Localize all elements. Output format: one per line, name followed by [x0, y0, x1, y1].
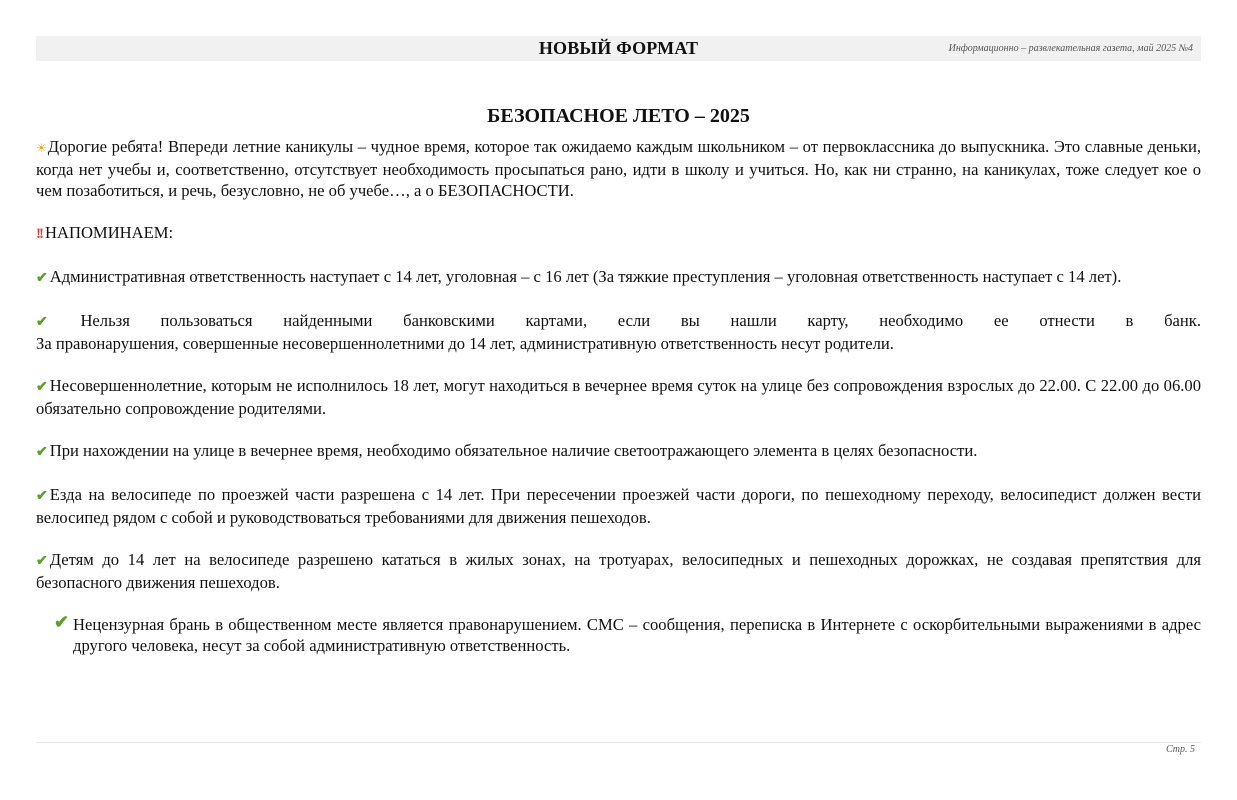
- newspaper-subtitle: Информационно – развлекательная газета, май 2025 №4: [948, 43, 1193, 54]
- list-item-continuation: [36, 333, 1201, 354]
- list-item: [36, 440, 1201, 463]
- list-item: [36, 375, 1201, 419]
- check-mark-icon: ✔: [36, 445, 48, 460]
- list-item-text: За правонарушения, совершенные несовершеннолетними до 14 лет, административную ответственность несут родители.: [36, 334, 894, 353]
- check-mark-icon: ✔: [36, 380, 48, 395]
- reminder-heading: [36, 222, 1201, 245]
- list-item-text: Детям до 14 лет на велосипеде разрешено кататься в жилых зонах, на тротуарах, велосипедных и пешеходных дорожках, не создавая препятствия для безопасного движения пешеходов.: [36, 550, 1201, 592]
- check-mark-icon: ✔: [36, 271, 48, 286]
- newspaper-title: НОВЫЙ ФОРМАТ: [538, 38, 699, 58]
- list-item: [36, 266, 1201, 289]
- article: [36, 104, 1201, 656]
- check-mark-icon: ✔: [36, 315, 48, 330]
- article-title: БЕЗОПАСНОЕ ЛЕТО – 2025: [487, 105, 750, 127]
- check-mark-icon: ✔: [36, 554, 48, 569]
- reminder-text: НАПОМИНАЕМ:: [45, 223, 174, 242]
- article-intro: [36, 136, 1201, 201]
- list-item: [36, 310, 1201, 333]
- check-mark-icon: ✔: [54, 612, 70, 632]
- list-item: [36, 549, 1201, 593]
- sun-icon: ☀: [36, 141, 47, 155]
- newspaper-header: [36, 36, 1201, 61]
- list-item: [36, 484, 1201, 528]
- list-item-text: Нельзя пользоваться найденными банковскими картами, если вы нашли карту, необходимо ее отнести в банк.: [80, 311, 1201, 330]
- list-item-text: Несовершеннолетние, которым не исполнилось 18 лет, могут находиться в вечернее время суток на улице без сопровождения взрослых до 22.00. С 22.00 до 06.00 обязательно сопровождение родителями.: [36, 376, 1201, 418]
- double-exclamation-icon: !!: [36, 226, 42, 242]
- list-item: [36, 614, 1201, 656]
- list-item-text: Нецензурная брань в общественном месте является правонарушением. СМС – сообщения, переписка в Интернете с оскорбительными выражениями в адрес другого человека, несут за собой административную ответственность.: [73, 615, 1201, 655]
- footer-divider: [36, 742, 1201, 743]
- page-number: Стр. 5: [1165, 744, 1195, 755]
- check-mark-icon: ✔: [36, 489, 48, 504]
- list-item-text: При нахождении на улице в вечернее время, необходимо обязательное наличие светоотражающего элемента в целях безопасности.: [49, 441, 978, 460]
- intro-text: Дорогие ребята! Впереди летние каникулы – чудное время, которое так ожидаемо каждым школьником – от первоклассника до выпускника. Это славные деньки, когда нет учебы и, соответственно, отсутствует необходимость просыпаться рано, идти в школу и учиться. Но, как ни странно, на каникулах, тоже следует кое о чем позаботиться, и речь, безусловно, не об учебе…, а о БЕЗОПАСНОСТИ.: [36, 137, 1201, 200]
- list-item-text: Езда на велосипеде по проезжей части разрешена с 14 лет. При пересечении проезжей части дороги, по пешеходному переходу, велосипедист должен вести велосипед рядом с собой и руководствоваться требованиями для движения пешеходов.: [36, 485, 1201, 527]
- list-item-text: Административная ответственность наступает с 14 лет, уголовная – с 16 лет (За тяжкие преступления – уголовная ответственность наступает с 14 лет).: [49, 267, 1122, 286]
